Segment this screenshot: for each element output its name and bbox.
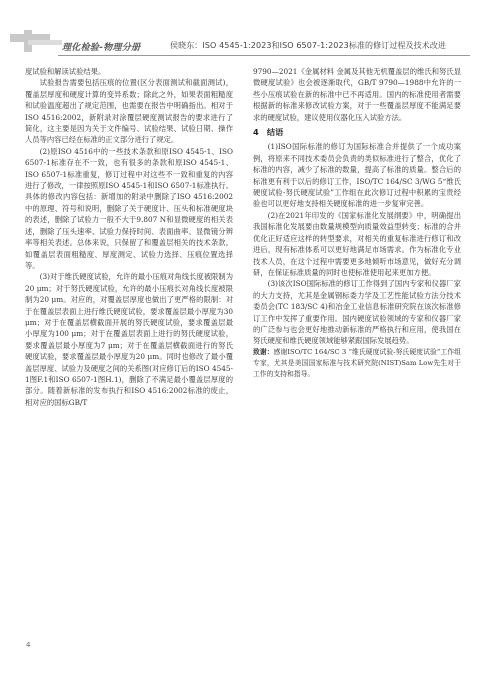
running-head: 侯晓东：ISO 4545-1:2023和ISO 6507-1:2023标准的修订过程及技术改进: [170, 41, 447, 50]
acknowledgement-text: 感谢ISO/TC 164/SC 3 “维氏硬度试验-努氏硬度试验”工作组专家，尤其是美国国家标准与技术研究院(NIST)Sam Low先生对于工作的支持和指导。: [253, 347, 461, 378]
left-column: [25, 66, 233, 408]
paragraph: (2)原ISO 4516中的一些技术条款和原ISO 4545-1、ISO 6507-1标准存在不一致，也有很多的条款和原ISO 4545-1、ISO 6507-1标准重复，修订过程中对这些不一致和重复的内容进行了修改，一律按照原ISO 4545-1和ISO 6507-1标准执行。具体的修改内容包括：新增加的附录中删除了ISO 4516:2002中的原理、符号和说明，删除了关于硬度计、压头和标准硬度块的表述，删除了试验力一般不大于9.807 N和显微硬度的相关表述，删除了压头速率、试验力保持时间、表面曲率、显微镜分辨率等相关表述。总体来说，只保留了和覆盖层相关的技术条款，如覆盖层表面粗糙度、厚度测定、试验力选择、压痕位置选择等。: [25, 146, 233, 270]
header-divider: [58, 55, 470, 56]
page-header: [0, 0, 480, 62]
paragraph: (2)在2021年印发的《国家标准化发展纲要》中，明确提出我国标准化发展要由数量规模型向质量效益型转变；标准的合并优化正好适应这样的转型要求，对相关的重复标准进行修订和改进后，现有标准体系可以更好地满足市场需求。作为标准化专业技术人员，在这个过程中需要更多地倾听市场意见，做好充分调研，在保证标准质量的同时也使标准使用起来更加方便。: [253, 210, 461, 277]
section-heading: 4 结语: [253, 127, 284, 138]
journal-name: 理化检验-物理分册: [62, 43, 141, 53]
paragraph: 试验报告需要包括压痕的位置(区分表面测试和截面测试)，覆盖层厚度和硬度计算的变异系数；除此之外，如果表面粗糙度和试验温度超出了规定范围，也需要在报告中明确指出。相对于ISO 4516:2002，新附录对涂覆层硬度测试报告的要求进行了简化，这主要是因为关于文件编号、试验结果、试验日期、操作人员等内容已经在标准的正文部分进行了规定。: [25, 78, 233, 145]
paragraph: 度试验和解读试验结果。: [25, 67, 106, 76]
paragraph: (1)ISO国际标准的修订为国际标准合并提供了一个成功案例，将原来不同技术委员会负责的类似标准进行了整合，优化了标准的内容，减少了标准的数量，提高了标准的质量。整合后的标准更有利于以后的修订工作，ISO/TC 164/SC 3/WG 5“维氏硬度试验-努氏硬度试验”工作组在此次修订过程中积累的宝贵经验也可以更好地支持相关硬度标准的进一步复审完善。: [253, 142, 461, 209]
journal-logo-icon: [10, 30, 68, 54]
acknowledgement-label: 致谢：: [253, 347, 274, 356]
paragraph: 9790—2021《金属材料 金属及其他无机覆盖层的维氏和努氏显微硬度试验》也会被逐渐取代，GB/T 9790—1988中允许的一些小压痕试验在新的标准中已不再适用。国内的标准使用者需要根据新的标准来修改试验方案，对于一些覆盖层厚度不能满足要求的硬度试验，建议使用仪器化压入试验方法。: [253, 67, 461, 122]
acknowledgement: [253, 347, 461, 380]
page-number: 4: [26, 641, 31, 649]
right-column: [253, 66, 461, 380]
paragraph: (3)对于维氏硬度试验，允许的最小压痕对角线长度被限制为20 μm；对于努氏硬度试验，允许的最小压痕长对角线长度被限制为20 μm。对应的，对覆盖层厚度也做出了更严格的限制：对于在覆盖层表面上进行维氏硬度试验，要求覆盖层最小厚度为30 μm；对于在覆盖层横截面开展的努氏硬度试验，要求覆盖层最小厚度为100 μm；对于在覆盖层表面上进行的努氏硬度试验，要求覆盖层最小厚度为7 μm；对于在覆盖层横截面进行的努氏硬度试验，要求覆盖层最小厚度为20 μm。同时也修改了最小覆盖层厚度、试验力及硬度之间的关系图(对应修订后的ISO 4545-1图F.1和ISO 6507-1图H.1)，删除了不满足最小覆盖层厚度的部分。随着新标准的发布执行和ISO 4516:2002标准的废止，相对应的国标GB/T: [25, 272, 233, 407]
paragraph: (3)该次ISO国际标准的修订工作得到了国内专家和仪器厂家的大力支持，尤其是金属钢标委力学及工艺性能试验方法分技术委员会(TC 183/SC 4)和冶金工业信息标准研究院在该次标准修订工作中发挥了重要作用。国内硬度试验领域的专家和仪器厂家的广泛参与也会更好地推动新标准的严格执行和应用，使我国在努氏硬度和维氏硬度领域能够紧跟国际发展趋势。: [253, 279, 461, 346]
